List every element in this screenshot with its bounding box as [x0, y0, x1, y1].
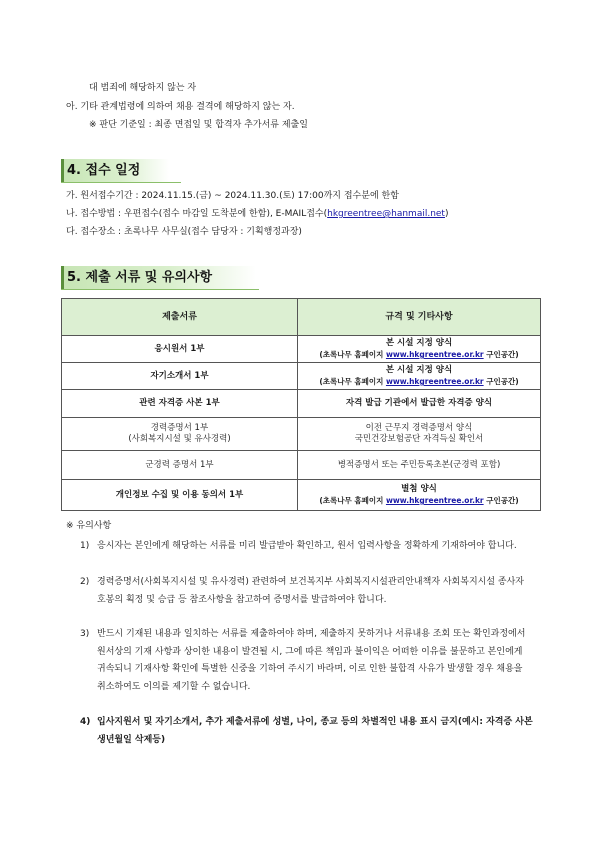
doc-cell: 군경력 증명서 1부	[62, 451, 298, 480]
note-item: 1) 응시자는 본인에게 해당하는 서류를 미리 발급받아 확인하고, 원서 입력사항을 정확하게 기재하여야 합니다.	[80, 541, 517, 551]
section5-heading	[61, 266, 256, 289]
header-documents: 제출서류	[62, 299, 298, 336]
note-item: 3) 반드시 기재된 내용과 일치하는 서류를 제출하여야 하며, 제출하지 못하거나 서류내용 조회 또는 확인과정에서 원서상의 기재 사항과 상이한 내용이 발견될 시, 그에 따른 책임과 불이익은 어떠한 이유를 불문하고 본인에게 귀속되니 기재사항 확인에 특별한 신중을 기하여 주시기 바라며, 이로 인한 불합격 사유가 발생할 경우 채용을 취소하여도 이의를 제기할 수 없습니다.	[80, 629, 526, 692]
documents-table	[61, 298, 541, 511]
criteria-date-note: ※ 판단 기준일 : 최종 면접일 및 합격자 추가서류 제출일	[89, 120, 308, 130]
doc-cell: 응시원서 1부	[62, 336, 298, 363]
table-row	[62, 363, 541, 390]
table-row	[62, 390, 541, 418]
spec-cell: 본 시설 지정 양식 (초록나무 홈페이지 www.hkgreentree.or.kr 구인공간)	[298, 336, 541, 363]
eligibility-line-continued: 대 범죄에 해당하지 않는 자	[89, 83, 197, 93]
reception-place: 다. 접수장소 : 초록나무 사무실(접수 담당자 : 기획행정과장)	[66, 227, 302, 237]
table-header-row	[62, 299, 541, 336]
homepage-link[interactable]: www.hkgreentree.or.kr	[385, 496, 484, 505]
notes-title: ※ 유의사항	[66, 521, 112, 531]
section4-title: 4. 접수 일정	[67, 163, 141, 178]
homepage-link[interactable]: www.hkgreentree.or.kr	[385, 350, 484, 359]
reception-method: 나. 접수방법 : 우편접수(접수 마감일 도착분에 한함), E-MAIL접수(hkgreentree@hanmail.net)	[66, 209, 449, 219]
table-row	[62, 451, 541, 480]
doc-cell: 경력증명서 1부 (사회복지시설 및 유사경력)	[62, 418, 298, 451]
spec-cell: 본 시설 지정 양식 (초록나무 홈페이지 www.hkgreentree.or.kr 구인공간)	[298, 363, 541, 390]
doc-cell: 관련 자격증 사본 1부	[62, 390, 298, 418]
table-row	[62, 480, 541, 511]
doc-cell: 개인정보 수집 및 이용 동의서 1부	[62, 480, 298, 511]
eligibility-line-a: 아. 기타 관계법령에 의하여 채용 결격에 해당하지 않는 자.	[66, 102, 295, 112]
section5-title: 5. 제출 서류 및 유의사항	[67, 270, 213, 285]
table-row	[62, 418, 541, 451]
section4-underline	[61, 182, 181, 183]
note-item: 4) 입사지원서 및 자기소개서, 추가 제출서류에 성별, 나이, 종교 등의 차별적인 내용 표시 금지(예시: 자격증 사본 생년월일 삭제등)	[80, 717, 533, 745]
note-item: 2) 경력증명서(사회복지시설 및 유사경력) 관련하여 보건복지부 사회복지시설관리안내책자 사회복지시설 종사자 호봉의 획정 및 승급 등 참조사항을 참고하여 증명서를 발급하여야 합니다.	[80, 577, 524, 605]
spec-cell: 이전 근무지 경력증명서 양식 국민건강보험공단 자격득실 확인서	[298, 418, 541, 451]
spec-cell: 병적증명서 또는 주민등록초본(군경력 포함)	[298, 451, 541, 480]
spec-cell: 자격 발급 기관에서 발급한 자격증 양식	[298, 390, 541, 418]
spec-cell: 별첨 양식 (초록나무 홈페이지 www.hkgreentree.or.kr 구인공간)	[298, 480, 541, 511]
doc-cell: 자기소개서 1부	[62, 363, 298, 390]
reception-period: 가. 원서접수기간 : 2024.11.15.(금) ~ 2024.11.30.(토) 17:00까지 접수분에 한함	[66, 191, 399, 201]
table-row	[62, 336, 541, 363]
email-link[interactable]: hkgreentree@hanmail.net	[327, 209, 445, 219]
section5-underline	[61, 289, 259, 290]
section4-heading	[61, 159, 169, 182]
homepage-link[interactable]: www.hkgreentree.or.kr	[385, 377, 484, 386]
header-spec: 규격 및 기타사항	[298, 299, 541, 336]
